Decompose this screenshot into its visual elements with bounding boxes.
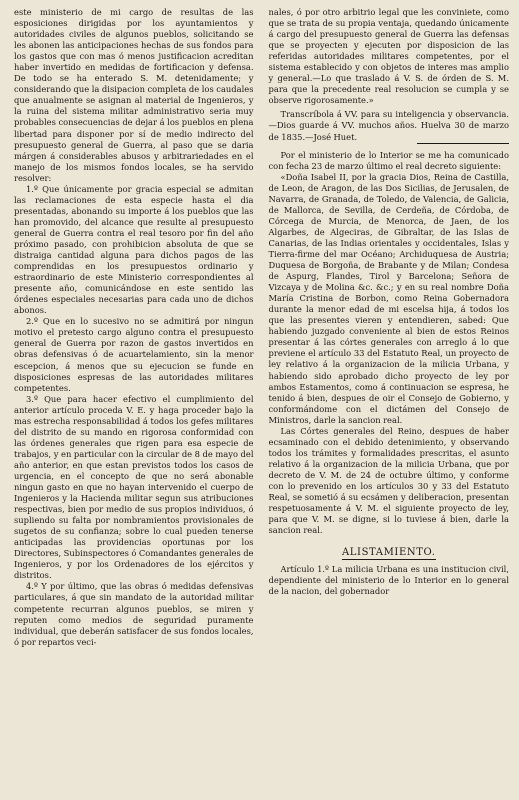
right-column (267, 7, 510, 800)
paragraph-interior-notice: Por el ministerio de lo Interior se me ha comunicado con fecha 23 de marzo último el real decreto siguiente: (268, 149, 509, 171)
paragraph-article-1: 1.º Que únicamente por gracia especial se admitan las reclamaciones de esta especie hasta el dia presentadas, abonando su importe á los pueblos que las han promovido, del alcance que resulte al presupuesto general de Guerra contra el real tesoro por fin del año próximo pasado, con prohibicion absoluta de que se distraiga cantidad alguna para dichos pagos de las comprendidas en los presupuestos ordinario y estraordinario de este Ministerio correspondientes al presente año, comunicándose en este sentido las órdenes especiales necesarias para cada uno de dichos abonos. (14, 183, 254, 316)
section-heading (269, 547, 510, 558)
paragraph-transcription: Transcríbola á VV. para su inteligencia y observancia.—Dios guarde á VV. muchos años. Huelva 30 de marzo de 1835.—José Huet. (268, 109, 509, 142)
paragraph-article-4: 4.º Y por último, que las obras ó medidas defensivas particulares, á que sin mandato de la autoridad militar competente recurran algunos pueblos, se miren y reputen como medios de seguridad puramente individual, que deberán satisfacer de sus fondos locales, ó por repartos veci- (14, 581, 254, 647)
paragraph-cortes: Las Córtes generales del Reino, despues de haber ecsaminado con el debido detenimiento, y observando todos los trámites y formalidades prescritas, el asunto relativo á la organizacion de la milicia Urbana, que por decreto de V. M. de 24 de octubre último, y conforme con lo prevenido en los artículos 30 y 33 del Estatuto Real, se sometió á su ecsámen y deliberacion, presentan respetuosamente á V. M. el siguiente proyecto de ley, para que V. M. se digne, si lo tuviese á bien, darle la sancion real. (268, 425, 509, 536)
section-heading-text: ALISTAMIENTO. (341, 547, 436, 559)
paragraph-continuation: nales, ó por otro arbitrio legal que les conviniete, como que se trata de su propia ventaja, quedando únicamente á cargo del presupuesto general de Guerra las defensas que se proyecten y ejecuten por disposicion de las referidas autoridades militares competentes, por el sistema establecido y con objetos de interes mas amplio y general.—Lo que traslado á V. S. de órden de S. M. para que la precedente real resolucion se cumpla y se observe rigorosamente.» (268, 7, 509, 106)
paragraph-article-2: 2.º Que en lo sucesivo no se admitirá por ningun motivo el pretesto cargo alguno contra el presupuesto general de Guerra por razon de gastos invertidos en obras defensivas ó de acuartelamiento, sin la menor escepcion, á menos que su ejecucion se funde en disposiciones espresas de las autoridades militares competentes. (14, 316, 254, 393)
paragraph-article-3: 3.º Que para hacer efectivo el cumplimiento del anterior artículo proceda V. E. y haga proceder bajo la mas estrecha responsabilidad á todos los gefes militares del distrito de su mando en rigorosa conformidad con las órdenes generales que rigen para esa especie de trabajos, y en particular con la circular de 8 de mayo del año anterior, en que estan previstos todos los casos de urgencia, en el concepto de que no será abonable ningun gasto en que no hayan intervenido el cuerpo de Ingenieros y la Hacienda militar segun sus atribuciones respectivas, bien por medio de sus propios individuos, ó supliendo su falta por nombramientos provisionales de sugetos de su confianza; sobre lo cual pueden tenerse anticipadas las providencias oportunas por los Directores, Subinspectores ó Comandantes generales de Ingenieros, y por los Ordenadores de los ejércitos y distritos. (14, 393, 254, 581)
left-column (14, 7, 254, 800)
signature-rule (417, 143, 509, 144)
paragraph-intro: este ministerio de mi cargo de resultas de las esposiciones dirigidas por los ayuntamientos y autoridades civiles de algunos pueblos, solicitando se les abonen las anticipaciones hechas de sus fondos para los gastos que con mas ó menos justificacion acreditan haber invertido en medidas de fortificacion y defensa. De todo se ha enterado S. M. detenidamente; y considerando que la disipacion completa de los caudales que anualmente se asignan al material de Ingenieros, y la ruina del sistema militar administrativo seria muy probables consecuencias de dejar á los pueblos en plena libertad para disponer por sí de medio indirecto del presupuesto general de Guerra, al paso que se daria márgen á considerables abusos y arbitrariedades en el manejo de los mismos fondos locales, se ha servido resolver: (14, 7, 254, 183)
paragraph-royal-decree: «Doña Isabel II, por la gracia Dios, Reina de Castilla, de Leon, de Aragon, de las Dos Sicilias, de Jerusalen, de Navarra, de Granada, de Toledo, de Valencia, de Galicia, de Mallorca, de Sevilla, de Cerdeña, de Córdoba, de Córcega de Murcia, de Menorca, de Jaen, de los Algarbes, de Algeciras, de Gibraltar, de las Islas de Canarias, de las Indias orientales y occidentales, Islas y Tierra-firme del mar Océano; Archiduquesa de Austria; Duquesa de Borgoña, de Brabante y de Milan; Condesa de Aspurg, Flandes, Tirol y Barcelona; Señora de Vizcaya y de Molina &c. &c.; y en su real nombre Doña María Cristina de Borbon, como Reina Gobernadora durante la menor edad de mi escelsa hija, á todos los que las presentes vieren y entendieren, sabed: Que habiendo juzgado conveniente al bien de estos Reinos presentar á las córtes generales con arreglo á lo que previene el artículo 33 del Estatuto Real, un proyecto de ley relativo á la organizacion de la milicia Urbana, y habiendo sido aprobado dicho proyecto de ley por ambos Estamentos, como á continuacion se espresa, he tenido á bien, despues de oir el Consejo de Gobierno, y conformándome con el dictámen del Consejo de Ministros, darle la sancion real. (268, 171, 509, 425)
paragraph-article-one: Artículo 1.º La milicia Urbana es una institucion civil, dependiente del ministerio de lo Interior en lo general de la nacion, del gobernador (268, 564, 509, 597)
